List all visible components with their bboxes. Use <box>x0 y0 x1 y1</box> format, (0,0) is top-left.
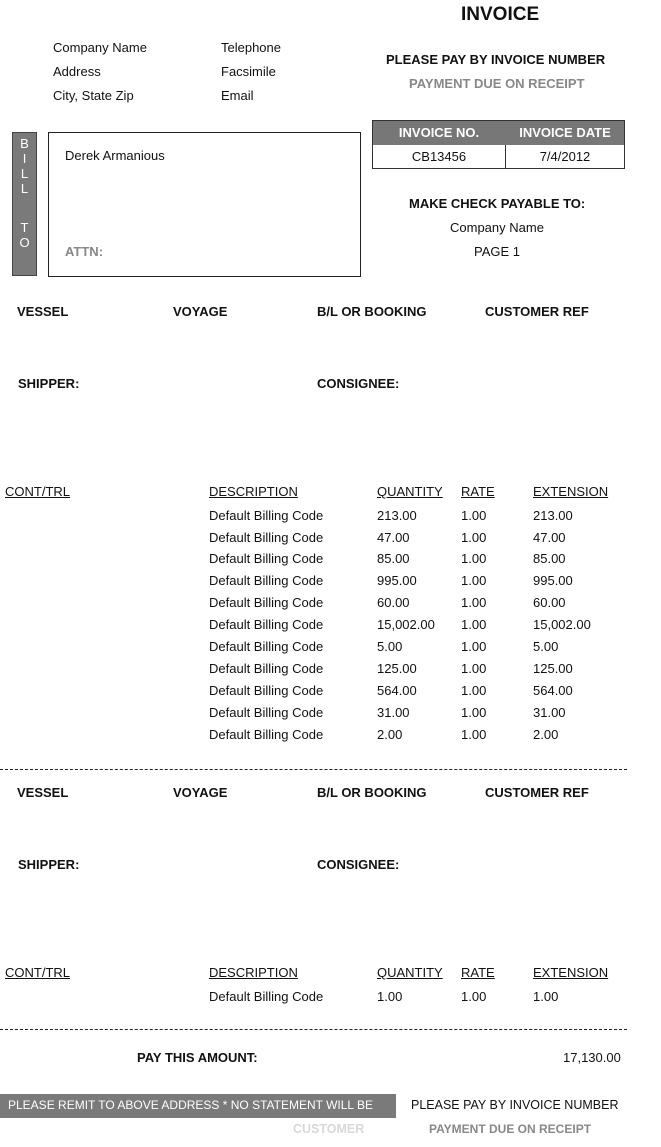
item-quantity: 15,002.00 <box>377 617 435 632</box>
item-quantity: 85.00 <box>377 551 410 566</box>
bill-to-letter: O <box>19 235 30 250</box>
bill-to-letter: B <box>20 136 29 151</box>
table-divider <box>505 145 506 168</box>
description-header: DESCRIPTION <box>209 965 298 980</box>
item-description: Default Billing Code <box>209 683 324 698</box>
item-quantity: 125.00 <box>377 661 417 676</box>
bill-to-letter: I <box>22 151 27 166</box>
consignee-label: CONSIGNEE: <box>317 376 400 391</box>
customer-ref-label: CUSTOMER REF <box>485 304 589 319</box>
item-quantity: 564.00 <box>377 683 417 698</box>
consignee-label: CONSIGNEE: <box>317 857 400 872</box>
item-quantity: 995.00 <box>377 573 417 588</box>
invoice-no-header: INVOICE NO. <box>398 125 480 140</box>
rate-header: RATE <box>461 965 495 980</box>
item-description: Default Billing Code <box>209 617 324 632</box>
item-rate: 1.00 <box>461 595 487 610</box>
item-description: Default Billing Code <box>209 551 324 566</box>
bill-to-letter: L <box>20 181 29 196</box>
item-extension: 47.00 <box>533 530 566 545</box>
item-extension: 213.00 <box>533 508 573 523</box>
footer-pay-by-invoice: PLEASE PAY BY INVOICE NUMBER <box>411 1098 619 1112</box>
quantity-header: QUANTITY <box>377 484 443 499</box>
item-quantity: 5.00 <box>377 639 403 654</box>
item-description: Default Billing Code <box>209 989 324 1004</box>
item-description: Default Billing Code <box>209 573 324 588</box>
make-check-payable-label: MAKE CHECK PAYABLE TO: <box>409 196 586 211</box>
invoice-info-header <box>373 121 624 145</box>
item-extension: 2.00 <box>533 727 559 742</box>
company-name: Company Name <box>53 40 147 55</box>
item-extension: 5.00 <box>533 639 559 654</box>
item-extension: 564.00 <box>533 683 573 698</box>
item-quantity: 1.00 <box>377 989 403 1004</box>
item-rate: 1.00 <box>461 989 487 1004</box>
item-description: Default Billing Code <box>209 661 324 676</box>
bill-to-letter: L <box>20 166 29 181</box>
invoice-info-table <box>372 120 625 169</box>
cont-trl-header: CONT/TRL <box>5 965 70 980</box>
pay-this-amount-label: PAY THIS AMOUNT: <box>137 1050 258 1065</box>
item-rate: 1.00 <box>461 617 487 632</box>
pay-by-invoice-notice: PLEASE PAY BY INVOICE NUMBER <box>386 52 606 67</box>
item-description: Default Billing Code <box>209 595 324 610</box>
item-rate: 1.00 <box>461 683 487 698</box>
company-email: Email <box>221 88 254 103</box>
extension-header: EXTENSION <box>533 965 609 980</box>
total-amount: 17,130.00 <box>563 1050 621 1065</box>
item-quantity: 60.00 <box>377 595 410 610</box>
item-extension: 60.00 <box>533 595 566 610</box>
item-description: Default Billing Code <box>209 705 324 720</box>
bl-booking-label: B/L OR BOOKING <box>317 304 427 319</box>
description-header: DESCRIPTION <box>209 484 298 499</box>
item-description: Default Billing Code <box>209 508 324 523</box>
item-description: Default Billing Code <box>209 639 324 654</box>
page-number: PAGE 1 <box>474 244 521 259</box>
item-rate: 1.00 <box>461 705 487 720</box>
item-rate: 1.00 <box>461 551 487 566</box>
item-rate: 1.00 <box>461 530 487 545</box>
item-extension: 85.00 <box>533 551 566 566</box>
item-extension: 125.00 <box>533 661 573 676</box>
dashed-divider <box>0 1029 627 1030</box>
payment-due-notice: PAYMENT DUE ON RECEIPT <box>409 76 585 91</box>
remit-banner: PLEASE REMIT TO ABOVE ADDRESS * NO STATEMENT WILL BE SENT <box>0 1094 396 1118</box>
customer-ref-label: CUSTOMER REF <box>485 785 589 800</box>
item-extension: 995.00 <box>533 573 573 588</box>
company-facsimile: Facsimile <box>221 64 276 79</box>
shipper-label: SHIPPER: <box>18 857 80 872</box>
company-address: Address <box>53 64 101 79</box>
item-quantity: 213.00 <box>377 508 417 523</box>
quantity-header: QUANTITY <box>377 965 443 980</box>
item-rate: 1.00 <box>461 573 487 588</box>
attn-label: ATTN: <box>65 244 104 259</box>
customer-name: Derek Armanious <box>65 148 165 163</box>
invoice-no-value: CB13456 <box>411 149 467 164</box>
item-extension: 15,002.00 <box>533 617 591 632</box>
company-telephone: Telephone <box>221 40 281 55</box>
invoice-date-header: INVOICE DATE <box>519 125 611 140</box>
vessel-label: VESSEL <box>17 785 69 800</box>
item-quantity: 47.00 <box>377 530 410 545</box>
bill-to-tab <box>12 132 37 276</box>
item-quantity: 31.00 <box>377 705 410 720</box>
item-rate: 1.00 <box>461 727 487 742</box>
footer-payment-due: PAYMENT DUE ON RECEIPT <box>429 1122 592 1136</box>
item-extension: 31.00 <box>533 705 566 720</box>
item-extension: 1.00 <box>533 989 559 1004</box>
footer-customer-label: CUSTOMER <box>293 1122 365 1136</box>
dashed-divider <box>0 769 627 770</box>
rate-header: RATE <box>461 484 495 499</box>
invoice-title: INVOICE <box>461 4 540 25</box>
bl-booking-label: B/L OR BOOKING <box>317 785 427 800</box>
payable-company: Company Name <box>450 220 544 235</box>
item-rate: 1.00 <box>461 661 487 676</box>
cont-trl-header: CONT/TRL <box>5 484 70 499</box>
item-quantity: 2.00 <box>377 727 403 742</box>
item-description: Default Billing Code <box>209 530 324 545</box>
extension-header: EXTENSION <box>533 484 609 499</box>
invoice-info-row <box>373 145 624 168</box>
shipper-label: SHIPPER: <box>18 376 80 391</box>
invoice-date-value: 7/4/2012 <box>539 149 591 164</box>
vessel-label: VESSEL <box>17 304 69 319</box>
voyage-label: VOYAGE <box>173 304 228 319</box>
voyage-label: VOYAGE <box>173 785 228 800</box>
item-description: Default Billing Code <box>209 727 324 742</box>
bill-to-box <box>48 132 361 277</box>
item-rate: 1.00 <box>461 508 487 523</box>
bill-to-letter: T <box>20 220 29 235</box>
company-city: City, State Zip <box>53 88 134 103</box>
item-rate: 1.00 <box>461 639 487 654</box>
